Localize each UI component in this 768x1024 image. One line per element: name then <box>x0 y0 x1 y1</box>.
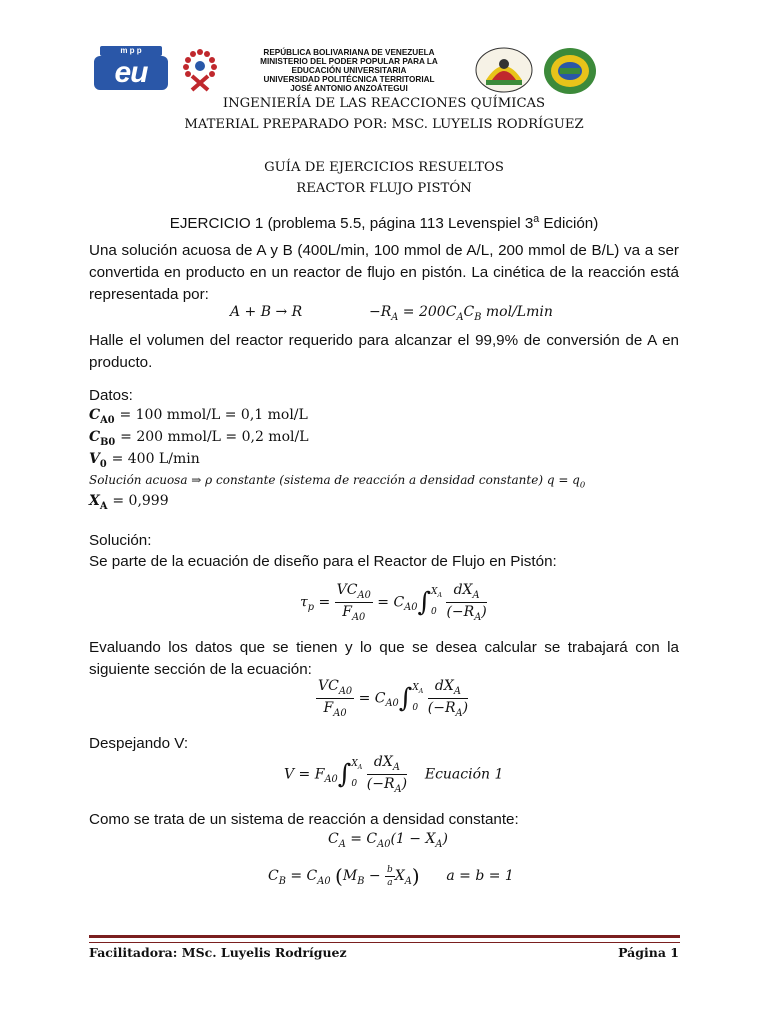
solution-label: Solución: <box>89 532 152 549</box>
gov-line: UNIVERSIDAD POLITÉCNICA TERRITORIAL <box>263 75 435 84</box>
exercise-statement: Una solución acuosa de A y B (400L/min, 100 mmol de A/L, 200 mmol de B/L) va a ser convertida en producto en un reactor de flujo en pistón. La cinética de la reacción está representada por: <box>89 242 679 303</box>
data-aqueous-text: Solución acuosa ⇒ ρ constante (sistema de reacción a densidad constante) q = q <box>89 473 580 487</box>
anzoategui-emblem-icon <box>472 46 536 94</box>
mppeu-logo-text: eu <box>94 56 168 90</box>
fraction: $\frac{dX_A}{(-R_A)}$ <box>366 754 408 795</box>
data-v0: $V_0 = 400$ L/min <box>89 451 200 470</box>
uptjaa-seal-icon <box>542 46 598 96</box>
solution-intro: Se parte de la ecuación de diseño para el Reactor de Flujo en Pistón: <box>89 553 557 570</box>
constant-density-text: Como se trata de un sistema de reacción a densidad constante: <box>89 811 519 828</box>
equation-1-label: Ecuación 1 <box>424 766 504 783</box>
course-title: INGENIERÍA DE LAS REACCIONES QUÍMICAS <box>222 96 546 111</box>
author-line: MATERIAL PREPARADO POR: MSC. LUYELIS RODRÍGUEZ <box>184 117 584 132</box>
data-xa: $X_A = 0,999$ <box>89 493 169 512</box>
topic-title: REACTOR FLUJO PISTÓN <box>296 181 472 196</box>
volume-equation: $V = F_{A0}\int X_A$ 0 $\frac{dX_A}{(-R_A)}$ Ecuación 1 <box>284 754 504 795</box>
rate-units: mol/Lmin <box>481 304 553 320</box>
rate-law-rhs: = 200C <box>398 304 457 320</box>
reaction-equation: A + B → R <box>230 304 303 320</box>
fraction: $\frac{dX_A}{(-R_A)}$ <box>427 678 469 719</box>
gov-line: JOSÉ ANTONIO ANZOÁTEGUI <box>290 84 408 93</box>
data-cb0: $C_{B0} = 200$ mmol/L = 0,2 mol/L <box>89 429 309 448</box>
guide-title: GUÍA DE EJERCICIOS RESUELTOS <box>264 160 504 175</box>
data-cb0-value: = 200 mmol/L = 0,2 mol/L <box>120 429 309 445</box>
evaluation-text: Evaluando los datos que se tienen y lo que se desea calcular se trabajará con la siguiente sección de la ecuación: <box>89 639 679 678</box>
exercise-heading-text: EJERCICIO 1 (problema 5.5, página 113 Levenspiel 3 <box>169 215 534 233</box>
data-aqueous: Solución acuosa ⇒ ρ constante (sistema de reacción a densidad constante) $q = q_0$ <box>89 473 586 490</box>
exercise-heading-superscript: a <box>533 213 540 225</box>
ab-equal: a = b = 1 <box>446 868 514 884</box>
footer-author: Facilitadora: MSc. Luyelis Rodríguez <box>89 945 347 960</box>
data-xa-value: = 0,999 <box>112 493 169 509</box>
government-header-text <box>234 48 464 93</box>
university-emblem-icon <box>174 46 226 92</box>
ca-equation: $C_A = C_{A0}(1 - X_A)$ <box>328 831 448 850</box>
exercise-question: Halle el volumen del reactor requerido para alcanzar el 99,9% de conversión de A en producto. <box>89 332 679 371</box>
cb-equation: $C_B = C_{A0}$ ($M_B$ − $\frac{b}{a}$ $X_A$) a = b = 1 <box>268 864 514 888</box>
data-v0-value: = 400 L/min <box>111 451 200 467</box>
data-ca0-value: = 100 mmol/L = 0,1 mol/L <box>119 407 308 423</box>
rate-law: $-R_A = 200C_AC_B$ mol/Lmin <box>369 304 553 323</box>
gov-line: REPÚBLICA BOLIVARIANA DE VENEZUELA <box>263 48 435 57</box>
design-equation-section: $\frac{VC_{A0}}{F_{A0}}$ = $C_{A0}\int X_A$ 0 $\frac{dX_A}{(-R_A)}$ <box>318 678 469 719</box>
design-equation: $\tau_p$ = $\frac{VC_{A0}}{F_{A0}}$ = $C_{A0}\int X_A$ 0 $\frac{dX_A}{(-R_A)}$ <box>300 582 487 623</box>
data-ca0: $C_{A0} = 100$ mmol/L = 0,1 mol/L <box>89 407 308 426</box>
mppeu-logo <box>94 46 168 90</box>
gov-line: MINISTERIO DEL PODER POPULAR PARA LA <box>260 57 438 66</box>
header-banner <box>88 42 680 96</box>
mppeu-logo-top: m p p <box>100 46 162 56</box>
fraction: $\frac{dX_A}{(-R_A)}$ <box>446 582 487 623</box>
data-label: Datos: <box>89 387 133 404</box>
page-number: Página 1 <box>618 945 679 960</box>
footer-rule <box>89 935 680 943</box>
exercise-heading <box>0 213 768 232</box>
fraction: $\frac{b}{a}$ <box>387 864 393 888</box>
gov-line: EDUCACIÓN UNIVERSITARIA <box>291 66 407 75</box>
rate-law-lhs: −R <box>369 304 392 320</box>
fraction: $\frac{VC_{A0}}{F_{A0}}$ <box>318 678 353 719</box>
exercise-heading-text-end: Edición) <box>539 215 599 233</box>
solve-label: Despejando V: <box>89 735 189 752</box>
fraction: $\frac{VC_{A0}}{F_{A0}}$ <box>336 582 371 623</box>
